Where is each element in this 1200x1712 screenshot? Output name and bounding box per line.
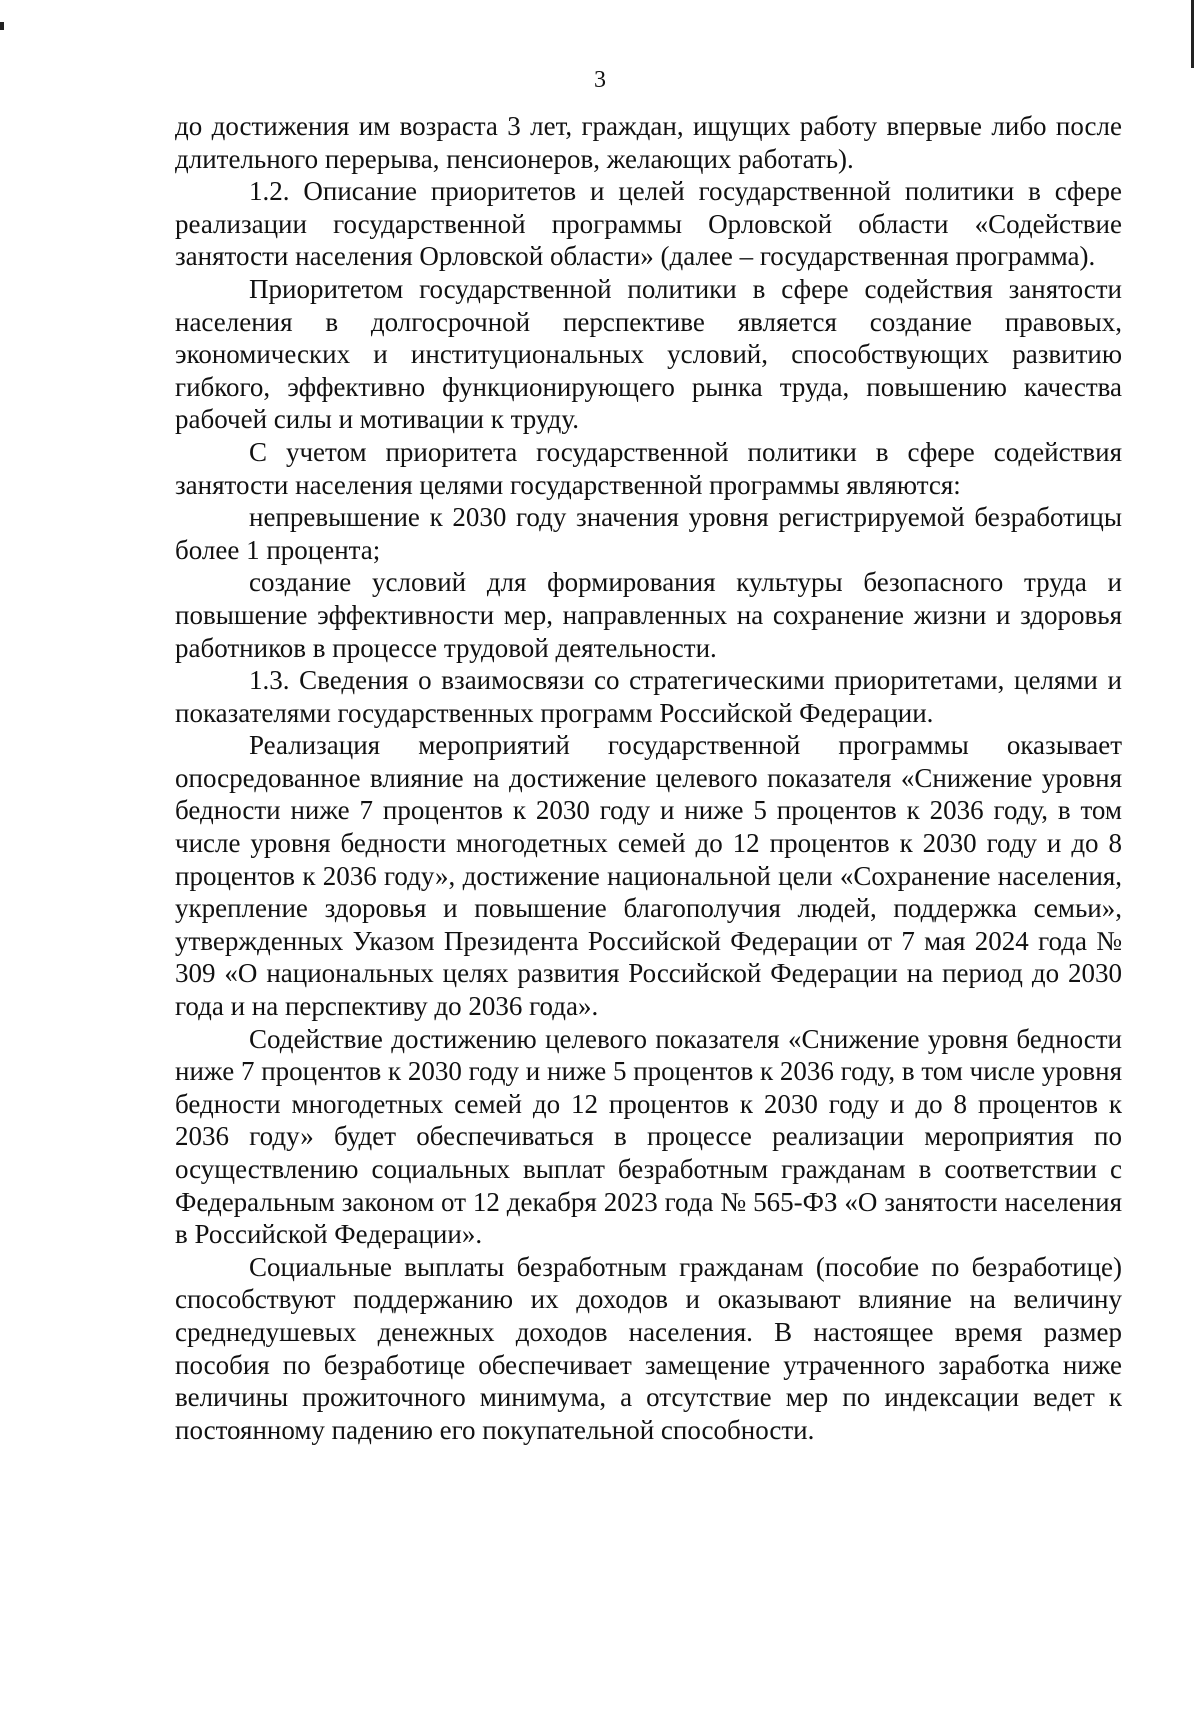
paragraph-goal-unemployment: непревышение к 2030 году значения уровня регистрируемой безработицы более 1 процента;	[175, 502, 1122, 565]
paragraph-program-goals-intro: С учетом приоритета государственной политики в сфере содействия занятости населения целями государственной программы являются:	[175, 436, 1122, 500]
scan-dot-mark	[0, 22, 4, 30]
paragraph-policy-priority: Приоритетом государственной политики в сфере содействия занятости населения в долгосрочной перспективе является создание правовых, экономических и институциональных условий, способствующих развитию гибкого, эффективно функционирующего рынка труда, повышению качества рабочей силы и мотивации к труду.	[175, 273, 1122, 435]
paragraph-section-1-3-heading: 1.3. Сведения о взаимосвязи со стратегическими приоритетами, целями и показателями государственных программ Российской Федерации.	[175, 665, 1122, 728]
paragraph-section-1-2-heading: 1.2. Описание приоритетов и целей государственной политики в сфере реализации государственной программы Орловской области «Содействие занятости населения Орловской области» (далее – государственная программа).	[175, 176, 1122, 272]
paragraph-indicator-support: Содействие достижению целевого показателя «Снижение уровня бедности ниже 7 процентов к 2030 году и ниже 5 процентов к 2036 году, в том числе уровня бедности многодетных семей до 12 процентов к 2030 году и до 8 процентов к 2036 году» будет обеспечиваться в процессе реализации мероприятия по осуществлению социальных выплат безработным гражданам в соответствии с Федеральным законом от 12 декабря 2023 года № 565-ФЗ «О занятости населения в Российской Федерации».	[175, 1023, 1122, 1250]
paragraph-program-influence: Реализация мероприятий государственной программы оказывает опосредованное влияние на достижение целевого показателя «Снижение уровня бедности ниже 7 процентов к 2030 году и ниже 5 процентов к 2036 году, в том числе уровня бедности многодетных семей до 12 процентов к 2030 году и до 8 процентов к 2036 году», достижение национальной цели «Сохранение населения, укрепление здоровья и повышение благополучия людей, поддержка семьи», утвержденных Указом Президента Российской Федерации от 7 мая 2024 года № 309 «О национальных целях развития Российской Федерации на период до 2030 года и на перспективу до 2036 года».	[175, 730, 1122, 1022]
scan-edge-mark	[1191, 0, 1194, 68]
document-body	[175, 110, 1122, 1446]
paragraph-social-payments: Социальные выплаты безработным гражданам (пособие по безработице) способствуют поддержанию их доходов и оказывают влияние на величину среднедушевых денежных доходов населения. В настоящее время размер пособия по безработице обеспечивает замещение утраченного заработка ниже величины прожиточного минимума, а отсутствие мер по индексации ведет к постоянному падению его покупательной способности.	[175, 1251, 1122, 1445]
paragraph-goal-labor-safety: создание условий для формирования культуры безопасного труда и повышение эффективности мер, направленных на сохранение жизни и здоровья работников в процессе трудовой деятельности.	[175, 567, 1122, 663]
page-number: 3	[594, 67, 606, 93]
paragraph-continuation: до достижения им возраста 3 лет, граждан, ищущих работу впервые либо после длительного перерыва, пенсионеров, желающих работать).	[175, 111, 1122, 174]
